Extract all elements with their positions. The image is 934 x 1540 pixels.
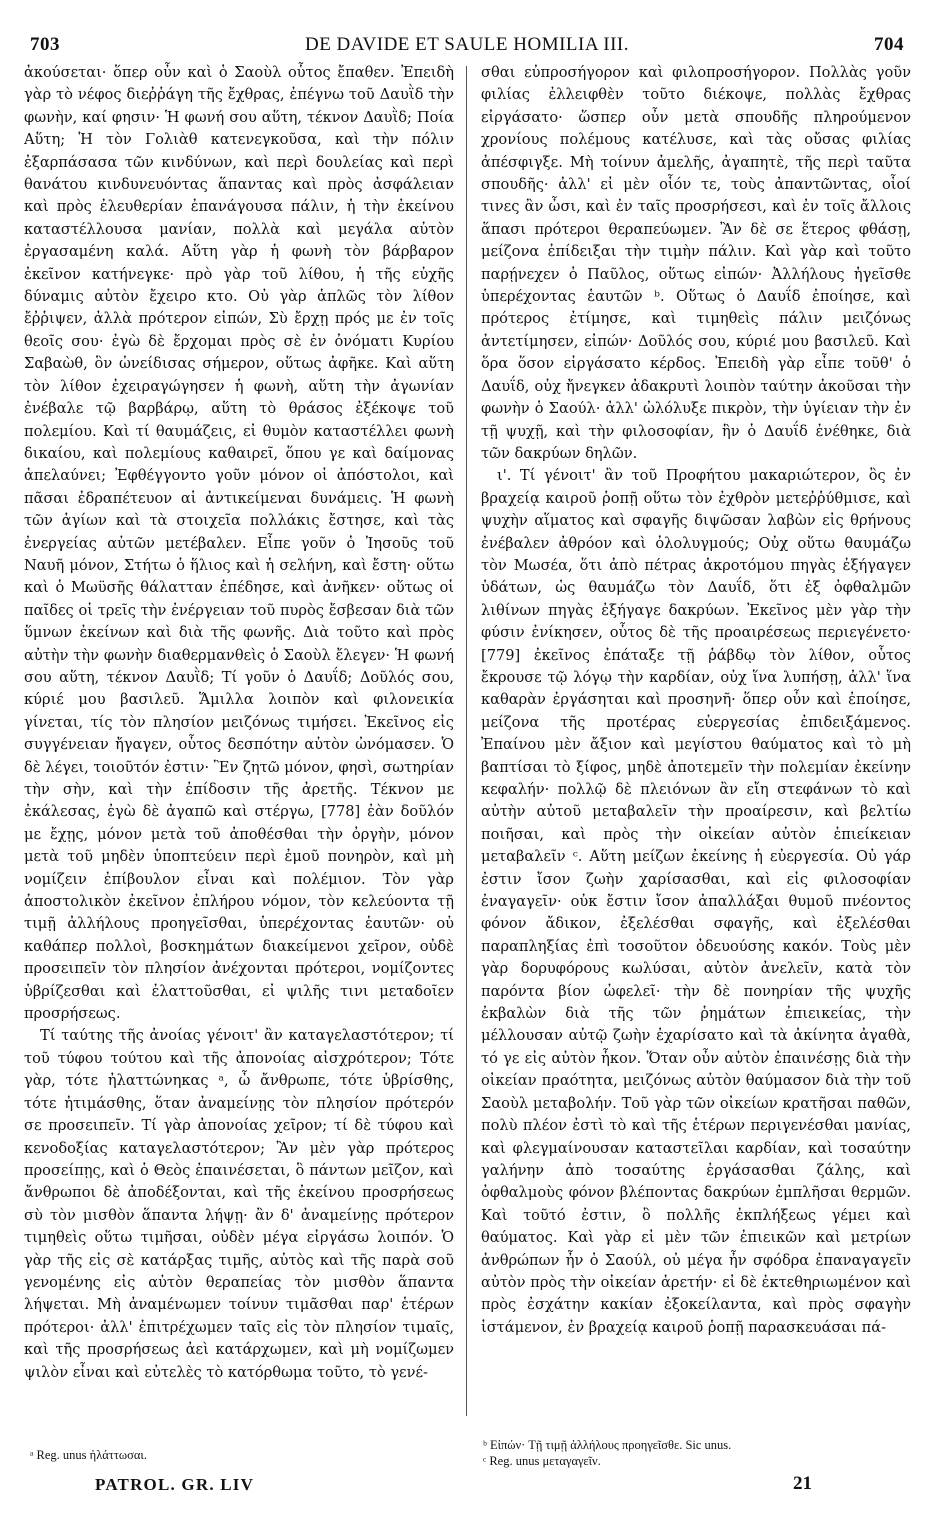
footnotes-right: [483, 1437, 903, 1469]
footnote-a: ᵃ Reg. unus ἠλάττωσαι.: [30, 1448, 147, 1462]
page-number-left: 703: [30, 34, 60, 55]
signature-label: PATROL. GR. LIV: [95, 1475, 255, 1494]
column-divider: [466, 66, 467, 1416]
right-column: [481, 62, 911, 1407]
paragraph: Τί ταύτης τῆς ἀνοίας γένοιτ' ἂν καταγελαστότερον; τί τοῦ τύφου τούτου καὶ τῆς ἀπονοίας αἰσχρότερον; Τότε γὰρ, τότε ἠλαττώνηκας ᵃ, ὦ ἄνθρωπε, τότε ὑβρίσθης, τότε ἠτιμάσθης, ὅταν ἀναμείνῃς τὸν πλησίον πρότερόν σε προσειπεῖν. Τί γὰρ ἀπονοίας χεῖρον; τί δὲ τύφου καὶ κενοδοξίας καταγελαστότερον; Ἂν μὲν γὰρ πρότερος προσείπῃς, καὶ ὁ Θεὸς ἐπαινέσεται, ὃ πάντων μεῖζον, καὶ ἄνθρωποι δὲ ἀποδέξονται, καὶ τῆς ἐκείνου προσρήσεως σὺ τὸν μισθὸν ἅπαντα λήψῃ· ἂν δ' ἀναμείνῃς πρότερον τιμηθεὶς οὕτω τιμῆσαι, οὐδὲν μέγα εἰργάσω λοιπόν. Ὁ γὰρ τῆς εἰς σὲ κατάρξας τιμῆς, αὐτὸς καὶ τῆς παρὰ σοῦ γενομένης εἰς αὐτὸν θεραπείας τὸν μισθὸν ἅπαντα λήψεται. Μὴ ἀναμένωμεν τοίνυν τιμᾶσθαι παρ' ἑτέρων πρότεροι· ἀλλ' ἐπιτρέχωμεν ταῖς εἰς τὸν πλησίον τιμαῖς, καὶ τῆς προσρήσεως ἀεὶ κατάρχωμεν, καὶ μὴ νομίζωμεν ψιλὸν εἶναι καὶ εὐτελὲς τὸ κατόρθωμα τοῦτο, τὸ γενέ-: [24, 1027, 454, 1381]
footnote-c: ᶜ Reg. unus μεταγαγεῖν.: [483, 1454, 601, 1468]
paragraph: ἀκούσεται· ὅπερ οὖν καὶ ὁ Σαοὺλ οὗτος ἔπαθεν. Ἐπειδὴ γὰρ τὸ νέφος διεῤῥάγη τῆς ἔχθρας, ἐπέγνω τοῦ Δαυῒδ τὴν φωνὴν, καί φησιν· Ἡ φωνή σου αὕτη, τέκνον Δαυῒδ; Ποία Αὕτη; Ἡ τὸν Γολιὰθ κατενεγκοῦσα, καὶ τὴν πόλιν ἐξαρπάσασα τῶν κινδύνων, καὶ περὶ δουλείας καὶ περὶ θανάτου κινδυνευόντας ἅπαντας καὶ πρὸς ἀσφάλειαν καὶ πρὸς ἐλευθερίαν ἐπανάγουσα πάλιν, ἡ τὴν ἐκείνου καταστέλλουσα μανίαν, πολλὰ καὶ μεγάλα αὐτὸν ἐργασαμένη καλά. Αὕτη γὰρ ἡ φωνὴ τὸν βάρβαρον ἐκεῖνον κατήνεγκε· πρὸ γὰρ τοῦ λίθου, ἡ τῆς εὐχῆς δύναμις αὐτὸν ἔχειρο κτο. Οὐ γὰρ ἁπλῶς τὸν λίθον ἔῤῥιψεν, ἀλλὰ πρότερον εἰπών, Σὺ ἔρχῃ πρός με ἐν τοῖς θεοῖς σου· ἐγὼ δὲ ἔρχομαι πρὸς σὲ ἐν ὀνόματι Κυρίου Σαβαὼθ, ὃν ὠνείδισας σήμερον, οὕτως ἀφῆκε. Καὶ αὕτη τὸν λίθον ἐχειραγώγησεν ἡ φωνὴ, αὕτη τὴν ἀγωνίαν ἐνέβαλε τῷ βαρβάρῳ, αὕτη τὸ θράσος ἐξέκοψε τοῦ πολεμίου. Καὶ τί θαυμάζεις, εἰ θυμὸν καταστέλλει φωνὴ δικαίου, καὶ πολεμίους καθαιρεῖ, ὅπου γε καὶ δαίμονας ἀπελαύνει; Ἐφθέγγοντο γοῦν μόνον οἱ ἀπόστολοι, καὶ πᾶσαι ἐδραπέτευον αἱ ἀντικείμεναι δυνάμεις. Ἡ φωνὴ τῶν ἁγίων καὶ τὰ στοιχεῖα πολλάκις ἔστησε, καὶ τὰς ἐνεργείας αὐτῶν μετέβαλεν. Εἶπε γοῦν ὁ Ἰησοῦς τοῦ Ναυῆ μόνον, Στήτω ὁ ἥλιος καὶ ἡ σελήνη, καὶ ἔστη· οὕτω καὶ ὁ Μωϋσῆς θάλατταν ἐπέδησε, καὶ ἀνῆκεν· οὕτως οἱ παῖδες οἱ τρεῖς τὴν ἐνέργειαν τοῦ πυρὸς ἔσβεσαν διὰ τῶν ὕμνων ἐκείνων καὶ διὰ τῆς φωνῆς. Διὰ τοῦτο καὶ πρὸς αὐτὴν τὴν φωνὴν διαθερμανθεὶς ὁ Σαοὺλ ἔλεγεν· Ἡ φωνή σου αὕτη, τέκνον Δαυῒδ; Τί γοῦν ὁ Δαυΐδ; Δοῦλός σου, κύριέ μου βασιλεῦ. Ἅμιλλα λοιπὸν καὶ φιλονεικία γίνεται, τίς τὸν πλησίον μειζόνως τιμήσει. Ἐκεῖνος εἰς συγγένειαν ἤγαγεν, οὗτος δεσπότην αὐτὸν ὠνόμασεν. Ὁ δὲ λέγει, τοιοῦτόν ἐστιν· Ἓν ζητῶ μόνον, φησὶ, σωτηρίαν τὴν σὴν, καὶ τὴν ἐπίδοσιν τῆς ἀρετῆς. Τέκνον με ἐκάλεσας, ἐγὼ δὲ ἀγαπῶ καὶ στέργω, [778] ἐὰν δοῦλόν με ἔχῃς, μόνον μετὰ τοῦ ἀποθέσθαι τὴν ὀργὴν, μόνον μετὰ τοῦ μηδὲν ὑποπτεύειν περὶ ἐμοῦ πονηρὸν, καὶ μὴ νομίζειν ἐπίβουλον εἶναι καὶ πολέμιον. Τὸν γὰρ ἀποστολικὸν ἐκεῖνον ἐπλήρου νόμον, τὸν κελεύοντα τῇ τιμῇ ἀλλήλους προηγεῖσθαι, ὑπερέχοντας ἑαυτῶν· οὐ καθάπερ πολλοὶ, βοσκημάτων διακείμενοι χεῖρον, οὐδὲ προσειπεῖν τὸν πλησίον ἀνέχονται πρότεροι, νομίζοντες ὑβρίζεσθαι καὶ ἐλαττοῦσθαι, εἰ ψιλῆς τινι μεταδοῖεν προσρήσεως.: [24, 64, 454, 1023]
signature-number: 21: [793, 1473, 812, 1494]
running-head: [30, 34, 904, 60]
page-number-right: 704: [874, 34, 904, 55]
footnote-b: ᵇ Εἰπών· Τῇ τιμῇ ἀλλήλους προηγεῖσθε. Sic unus.: [483, 1438, 732, 1452]
running-title: DE DAVIDE ET SAULE HOMILIA III.: [304, 34, 630, 55]
paragraph: ι'. Τί γένοιτ' ἂν τοῦ Προφήτου μακαριώτερον, ὃς ἐν βραχείᾳ καιροῦ ῥοπῇ οὕτω τὸν ἐχθρὸν μετεῤῥύθμισε, καὶ ψυχὴν αἵματος καὶ σφαγῆς διψῶσαν λαβὼν εἰς θρήνους ἐνέβαλεν ἀθρόον καὶ ὀλολυγμούς; Οὐχ οὕτω θαυμάζω τὸν Μωσέα, ὅτι ἀπὸ πέτρας ἀκροτόμου πηγὰς ἐξήγαγεν ὑδάτων, ὡς θαυμάζω τὸν Δαυΐδ, ὅτι ἐξ ὀφθαλμῶν λιθίνων πηγὰς ἐξήγαγε δακρύων. Ἐκεῖνος μὲν γὰρ τὴν φύσιν ἐνίκησεν, οὗτος δὲ τῆς προαιρέσεως περιεγένετο· [779] ἐκεῖνος ἐπάταξε τῇ ῥάβδῳ τὸν λίθον, οὗτος ἔκρουσε τῷ λόγῳ τὴν καρδίαν, οὐχ ἵνα λυπήσῃ, ἀλλ' ἵνα καθαρὰν ἐργάσηται καὶ προσηνῆ· ὅπερ οὖν καὶ ἐποίησε, μείζονα τῆς προτέρας εὐεργεσίας ἐπιδειξάμενος. Ἐπαίνου μὲν ἄξιον καὶ μεγίστου θαύματος καὶ τὸ μὴ βαπτίσαι τὸ ξίφος, μηδὲ ἀποτεμεῖν τὴν πολεμίαν ἐκείνην κεφαλήν· πολλῷ δὲ πλειόνων ἂν εἴη στεφάνων τὸ καὶ αὐτὴν αὐτοῦ μεταβαλεῖν τὴν προαίρεσιν, καὶ βελτίω ποιῆσαι, καὶ πρὸς τὴν οἰκείαν αὐτὸν ἐπιείκειαν μεταβαλεῖν ᶜ. Αὕτη μείζων ἐκείνης ἡ εὐεργεσία. Οὐ γάρ ἐστιν ἴσον ζωὴν χαρίσασθαι, καὶ εἰς φιλοσοφίαν ἐναγαγεῖν· οὐκ ἔστιν ἴσον ἀπαλλάξαι θυμοῦ πνέοντος φόνον ἄδικον, ἐξελέσθαι σφαγῆς, καὶ ἐξελέσθαι παραπληξίας ἐπὶ τοσοῦτον ὀδευούσης κακόν. Τοὺς μὲν γὰρ δορυφόρους κωλύσαι, αὐτὸν ἀνελεῖν, κατὰ τὸν παρόντα βίον ὠφελεῖ· τὴν δὲ πονηρίαν τῆς ψυχῆς ἐκβαλὼν διὰ τῆς τῶν ῥημάτων ἐπιεικείας, τὴν μέλλουσαν αὐτῷ ζωὴν ἐχαρίσατο καὶ τὰ ἀκίνητα ἀγαθὰ, τό γε εἰς αὐτὸν ἧκον. Ὅταν οὖν αὐτὸν ἐπαινέσῃς διὰ τὴν οἰκείαν πραότητα, μειζόνως αὐτὸν θαύμασον διὰ τὴν τοῦ Σαοὺλ μεταβολήν. Τοῦ γὰρ τῶν οἰκείων κρατῆσαι παθῶν, πολὺ πλέον ἐστὶ τὸ καὶ τῆς ἑτέρων περιγενέσθαι μανίας, καὶ φλεγμαίνουσαν καταστεῖλαι καρδίαν, καὶ τοσαύτην γαλήνην ἀπὸ τοσαύτης ἐργάσασθαι ζάλης, καὶ ὀφθαλμοὺς φόνον βλέποντας δακρύων ἐμπλῆσαι θερμῶν. Καὶ τοῦτό ἐστιν, ὃ πολλῆς ἐκπλήξεως γέμει καὶ θαύματος. Καὶ γὰρ εἰ μὲν τῶν ἐπιεικῶν καὶ μετρίων ἀνθρώπων ἦν ὁ Σαούλ, οὐ μέγα ἦν σφόδρα ἐπαναγαγεῖν αὐτὸν πρὸς τὴν οἰκείαν ἀρετήν· εἰ δὲ ἐκτεθηριωμένον καὶ πρὸς ἐσχάτην κακίαν ἐξοκείλαντα, καὶ πρὸς σφαγὴν ἱστάμενον, ἐν βραχείᾳ καιροῦ ῥοπῇ παρασκευάσαι πά-: [481, 467, 911, 1336]
left-column: [24, 62, 454, 1407]
paragraph: σθαι εὐπροσήγορον καὶ φιλοπροσήγορον. Πολλὰς γοῦν φιλίας ἐλλειφθὲν τοῦτο διέκοψε, πολλὰς ἔχθρας εἰργάσατο· ὥσπερ οὖν μετὰ σπουδῆς πληρούμενον χρονίους πολέμους κατέλυσε, καὶ τὰς οὔσας φιλίας ἀπέσφιγξε. Μὴ τοίνυν ἀμελῆς, ἀγαπητὲ, τῆς περὶ ταῦτα σπουδῆς· ἀλλ' εἰ μὲν οἷόν τε, τοὺς ἀπαντῶντας, οἷοί τινες ἂν ὦσι, καὶ ἐν ταῖς προσρήσεσι, καὶ ἐν τοῖς ἄλλοις ἅπασι πρότεροι θεραπεύωμεν. Ἂν δὲ σε ἕτερος φθάσῃ, μείζονα ἐπίδειξαι τὴν τιμὴν πάλιν. Καὶ γὰρ καὶ τοῦτο παρῄνεχεν ὁ Παῦλος, οὕτως εἰπών· Ἀλλήλους ἡγεῖσθε ὑπερέχοντας ἑαυτῶν ᵇ. Οὕτως ὁ Δαυΐδ ἐποίησε, καὶ πρότερος ἐτίμησε, καὶ τιμηθεὶς πάλιν μειζόνως ἀντετίμησεν, εἰπών· Δοῦλός σου, κύριέ μου βασιλεῦ. Καὶ ὅρα ὅσον εἰργάσατο κέρδος. Ἐπειδὴ γὰρ εἶπε τοῦθ' ὁ Δαυΐδ, οὐχ ἤνεγκεν ἀδακρυτὶ λοιπὸν ταύτην ἀκοῦσαι τὴν φωνὴν ὁ Σαούλ· ἀλλ' ὠλόλυξε πικρὸν, τὴν ὑγίειαν τὴν ἐν τῇ ψυχῇ, καὶ τὴν φιλοσοφίαν, ἣν ὁ Δαυΐδ ἐνέθηκε, διὰ τῶν δακρύων δηλῶν.: [481, 64, 911, 462]
